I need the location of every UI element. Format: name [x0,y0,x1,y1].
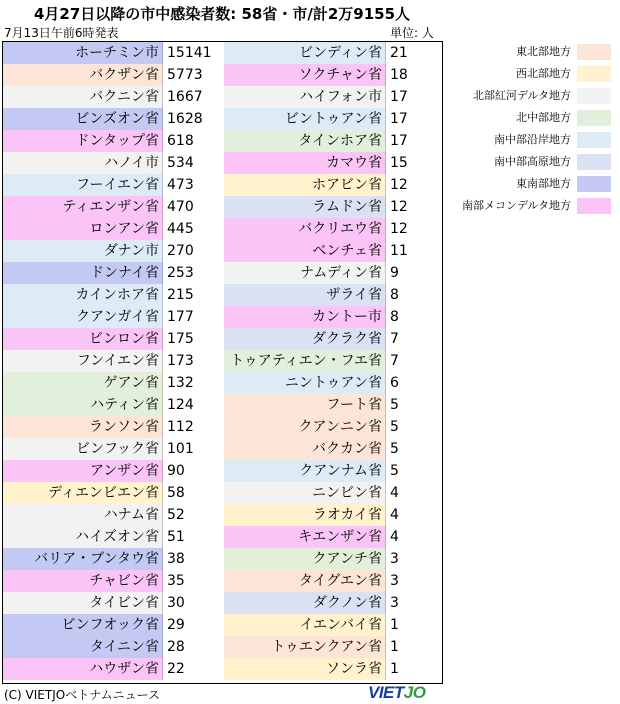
province-name: バクニン省 [3,86,163,108]
table-row [224,482,444,504]
case-count: 4 [390,507,399,523]
case-count: 6 [390,375,399,391]
province-name: ホアビン省 [224,174,386,196]
table-row [3,240,221,262]
table-row [224,64,444,86]
table-row [224,548,444,570]
case-count: 58 [167,485,185,501]
legend-item [447,63,617,85]
case-count: 112 [167,419,194,435]
table-row [224,174,444,196]
case-count: 17 [390,133,408,149]
legend-item [447,195,617,217]
case-count: 7 [390,331,399,347]
case-count: 534 [167,155,194,171]
case-count: 3 [390,595,399,611]
case-count: 5 [390,419,399,435]
province-name: ホーチミン市 [3,42,163,64]
legend-item [447,107,617,129]
province-name: ドンナイ省 [3,262,163,284]
case-count: 101 [167,441,194,457]
province-name: ディエンビエン省 [3,482,163,504]
province-name: ナムディン省 [224,262,386,284]
province-name: ベンチェ省 [224,240,386,262]
province-name: ビンフオック省 [3,614,163,636]
province-name: ザライ省 [224,284,386,306]
province-name: イエンバイ省 [224,614,386,636]
table-row [3,152,221,174]
case-count: 5773 [167,67,203,83]
case-count: 175 [167,331,194,347]
province-name: フーイエン省 [3,174,163,196]
province-name: ニンビン省 [224,482,386,504]
province-name: フート省 [224,394,386,416]
legend-label: 東北部地方 [516,45,571,58]
case-count: 1 [390,639,399,655]
case-count: 22 [167,661,185,677]
logo-part-jo: JO [403,683,426,702]
legend-item [447,85,617,107]
table-row [224,196,444,218]
table-row [224,218,444,240]
vietjo-logo [368,683,425,703]
table-row [224,130,444,152]
table-row [3,174,221,196]
province-name: フンイエン省 [3,350,163,372]
province-name: クアンチ省 [224,548,386,570]
table-row [3,372,221,394]
case-count: 90 [167,463,185,479]
table-row [3,482,221,504]
case-count: 270 [167,243,194,259]
case-count: 3 [390,551,399,567]
case-count: 52 [167,507,185,523]
table-row [3,42,221,64]
province-name: ダナン市 [3,240,163,262]
case-count: 28 [167,639,185,655]
province-name: ビントゥアン省 [224,108,386,130]
province-name: アンザン省 [3,460,163,482]
table-row [224,240,444,262]
case-count: 35 [167,573,185,589]
table-row [3,284,221,306]
case-count: 5 [390,397,399,413]
province-name: カマウ省 [224,152,386,174]
table-row [224,306,444,328]
legend-label: 南中部沿岸地方 [494,133,571,146]
table-row [3,438,221,460]
case-count: 1667 [167,89,203,105]
province-name: ハイズオン省 [3,526,163,548]
table-row [3,526,221,548]
province-name: タイグエン省 [224,570,386,592]
table-row [3,658,221,680]
table-row [3,460,221,482]
province-name: ビンロン省 [3,328,163,350]
table-row [224,570,444,592]
legend-label: 東南部地方 [516,177,571,190]
case-count: 11 [390,243,408,259]
table-row [3,614,221,636]
province-name: ゲアン省 [3,372,163,394]
legend-swatch [577,198,611,214]
announcement-date: 7月13日午前6時発表 [4,26,119,40]
table-row [3,64,221,86]
table-row [224,42,444,64]
table-row [3,394,221,416]
province-name: ソンラ省 [224,658,386,680]
table-row [224,658,444,680]
legend-item [447,151,617,173]
table-row [224,504,444,526]
province-name: タイビン省 [3,592,163,614]
province-name: ビンフック省 [3,438,163,460]
legend-swatch [577,176,611,192]
case-count: 5 [390,463,399,479]
province-name: クアンガイ省 [3,306,163,328]
province-name: ハイフォン市 [224,86,386,108]
case-count: 173 [167,353,194,369]
province-name: バリア・ブンタウ省 [3,548,163,570]
table-row [224,262,444,284]
case-count: 8 [390,287,399,303]
legend-swatch [577,154,611,170]
table-row [224,416,444,438]
table-row [224,438,444,460]
province-name: カントー市 [224,306,386,328]
case-count: 4 [390,529,399,545]
province-name: ラムドン省 [224,196,386,218]
province-name: ハティン省 [3,394,163,416]
table-row [3,592,221,614]
legend-swatch [577,44,611,60]
case-count: 473 [167,177,194,193]
table-row [3,350,221,372]
table-row [224,152,444,174]
legend-swatch [577,132,611,148]
copyright-text: (C) VIETJOベトナムニュース [4,688,161,702]
case-count: 1 [390,617,399,633]
province-name: ビンディン省 [224,42,386,64]
unit-label: 単位: 人 [390,26,434,40]
province-name: ニントゥアン省 [224,372,386,394]
province-name: ダクラク省 [224,328,386,350]
table-row [224,86,444,108]
case-count: 1 [390,661,399,677]
legend-swatch [577,110,611,126]
case-count: 17 [390,89,408,105]
table-row [224,394,444,416]
legend-swatch [577,66,611,82]
table-row [224,592,444,614]
case-count: 215 [167,287,194,303]
province-name: ロンアン省 [3,218,163,240]
case-count: 1628 [167,111,203,127]
province-name: チャビン省 [3,570,163,592]
table-row [3,218,221,240]
province-name: トゥエンクアン省 [224,636,386,658]
table-row [3,636,221,658]
province-name: バクカン省 [224,438,386,460]
legend-item [447,41,617,63]
case-count: 124 [167,397,194,413]
case-count: 30 [167,595,185,611]
province-name: ダクノン省 [224,592,386,614]
case-count: 38 [167,551,185,567]
table-row [224,108,444,130]
logo-part-viet: VIET [368,683,404,702]
province-name: カインホア省 [3,284,163,306]
province-name: トゥアティエン・フエ省 [224,350,386,372]
table-row [224,460,444,482]
table-row [224,284,444,306]
table-row [3,130,221,152]
province-name: バクザン省 [3,64,163,86]
case-count: 12 [390,199,408,215]
table-row [224,614,444,636]
case-count: 17 [390,111,408,127]
province-name: タイニン省 [3,636,163,658]
table-row [3,504,221,526]
province-name: クアンニン省 [224,416,386,438]
legend-label: 南中部高原地方 [494,155,571,168]
table-row [3,328,221,350]
province-name: ハノイ市 [3,152,163,174]
province-name: ラオカイ省 [224,504,386,526]
province-name: ビンズオン省 [3,108,163,130]
case-count: 12 [390,221,408,237]
legend-label: 西北部地方 [516,67,571,80]
province-name: ランソン省 [3,416,163,438]
case-count: 51 [167,529,185,545]
table-row [3,570,221,592]
table-row [3,416,221,438]
province-name: ソクチャン省 [224,64,386,86]
legend-swatch [577,88,611,104]
case-count: 21 [390,45,408,61]
case-count: 5 [390,441,399,457]
cases-table [2,41,443,684]
case-count: 470 [167,199,194,215]
case-count: 3 [390,573,399,589]
province-name: バクリエウ省 [224,218,386,240]
case-count: 29 [167,617,185,633]
table-row [224,636,444,658]
table-row [3,86,221,108]
province-name: ハウザン省 [3,658,163,680]
legend-label: 北部紅河デルタ地方 [472,89,571,102]
legend-label: 北中部地方 [516,111,571,124]
case-count: 4 [390,485,399,501]
table-row [3,548,221,570]
case-count: 618 [167,133,194,149]
case-count: 15 [390,155,408,171]
case-count: 15141 [167,45,212,61]
chart-title: 4月27日以降の市中感染者数: 58省・市/計2万9155人 [33,5,411,23]
table-row [3,262,221,284]
table-row [3,108,221,130]
province-name: ティエンザン省 [3,196,163,218]
table-row [3,196,221,218]
table-row [3,306,221,328]
table-row [224,526,444,548]
table-row [224,372,444,394]
province-name: クアンナム省 [224,460,386,482]
legend-item [447,129,617,151]
province-name: ドンタップ省 [3,130,163,152]
case-count: 445 [167,221,194,237]
legend-label: 南部メコンデルタ地方 [461,199,571,212]
case-count: 9 [390,265,399,281]
case-count: 18 [390,67,408,83]
case-count: 7 [390,353,399,369]
province-name: キエンザン省 [224,526,386,548]
table-row [224,350,444,372]
case-count: 177 [167,309,194,325]
table-row [224,328,444,350]
legend-item [447,173,617,195]
case-count: 253 [167,265,194,281]
province-name: タインホア省 [224,130,386,152]
case-count: 8 [390,309,399,325]
case-count: 132 [167,375,194,391]
case-count: 12 [390,177,408,193]
province-name: ハナム省 [3,504,163,526]
